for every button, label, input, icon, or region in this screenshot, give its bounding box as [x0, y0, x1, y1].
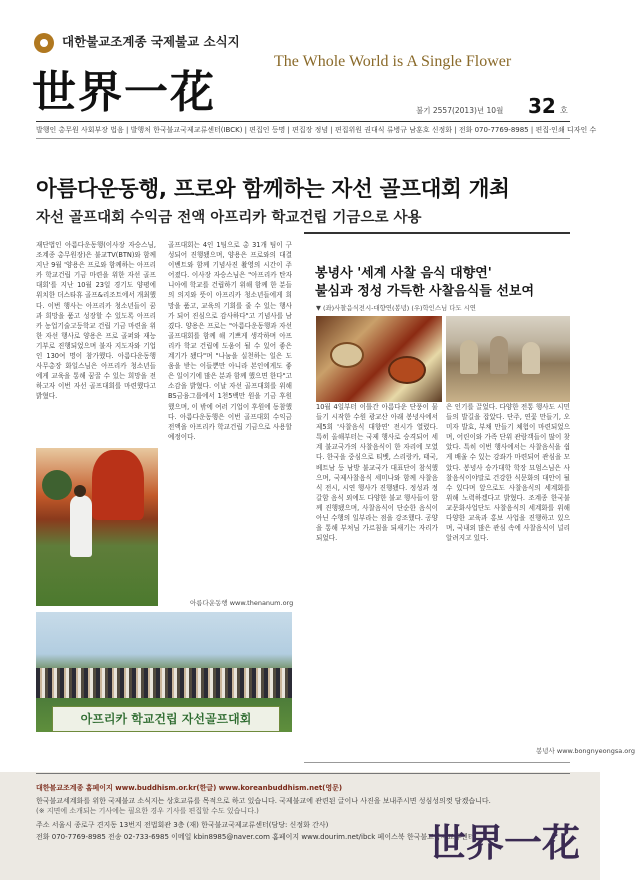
golfer-figure [70, 495, 92, 557]
article-column-1: 재단법인 아름다운동행(이사장 자승스님, 조계종 총무원장)은 불교TV(BTN)와 함께 지난 9월 '양용은 프로와 함께하는 아프리카 학교건립 기금 마련을 위한 자선 골프대회'를 지난 10월 23일 경기도 양평에 위치한 더스타휴 골프&리조트에서 개최했다. 이번 행사는 아프리카 청소년들이 꿈과 희망을 품고 성장할 수 있도록 아프리카 농업기술고등학교 건립 기금 마련을 위한 자선 행사로 양용은 프로 골퍼와 재능 기부로 진행되었으며 불자 지도자와 기업인 130여 명이 참가했다. 아름다운동행 사무총장 화일스님은 아프리카 청소년들에게 교육을 통해 꿈꿀 수 있는 희망을 전하고자 이번 자선 골프대회를 마련했다고 밝혔다. [36, 241, 156, 401]
event-banner: 아프리카 학교건립 자선골프대회 [52, 706, 280, 732]
food-bowl [330, 342, 364, 368]
issue-suffix: 호 [560, 106, 568, 115]
side-title-line2: 불심과 정성 가득한 사찰음식들 선보여 [315, 284, 535, 299]
footer-homepage-links[interactable]: 대한불교조계종 홈페이지 www.buddhism.or.kr(한글) www.koreanbuddhism.net(영문) [36, 784, 343, 792]
side-article-column-2: 은 인기를 끌었다. 다양한 전통 행사도 시민들의 발길을 잡았다. 단주, 연꽃 만들기, 오미자 발효, 부채 만들기 체험이 마련되었으며, 어린이와 가족 단위 관람객들이 많이 찾았다. 특히 이번 행사에서는 사찰음식을 쉽게 배울 수 있는 강좌가 마련되어 관심을 모았다. 봉녕사 승가대학 학장 묘엄스님은 사찰음식이야말로 건강한 식문화의 대안이 될 수 있다며 앞으로도 사찰음식의 세계화를 위해 노력하겠다고 밝혔다. 조계종 한국불교문화사업단도 사찰음식의 세계화를 위해 다양한 교육과 홍보 사업을 진행하고 있으며, 국내외 많은 관심 속에 사찰음식이 널리 알려지고 있다. [446, 403, 570, 543]
footer-address: 주소 서울시 종로구 견지동 13번지 전법회관 3층 (재) 한국불교국제교류센터(담당: 신정화 간사) [36, 821, 329, 829]
footer-notice: 한국불교세계화를 위한 국제불교 소식지는 상호교류를 목적으로 하고 있습니다. 국제불교에 관련된 글이나 사진을 보내주시면 성심성의껏 담겠습니다. [36, 797, 491, 805]
food-bowl [388, 356, 426, 384]
publisher-bar: 발행인 총무원 사회부장 법음 | 발행처 한국불교국제교류센터(IBCK) | 편집인 등명 | 편집장 정념 | 편집위원 권대식 류병규 남훈호 신정화 | 전화 070-7769-8985 | 편집·인쇄 디자인 수 [36, 121, 570, 139]
article-column-2: 골프대회는 4인 1팀으로 총 31개 팀이 구성되어 진행됐으며, 양용은 프로와의 대결 이벤트와 함께 기념사진 촬영의 시간이 주어졌다. 이사장 자승스님은 "아프리카 탄자니아에 학교를 건립하기 위해 함께 한 분들의 의지와 뜻이 아프리카 청소년들에게 희망을 품고, 교육의 기회를 줄 수 있는 행사가 되어 진심으로 감사하다"고 기념사를 남겼다. 양용은 프로는 "아름다운동행과 자선 골프대회를 함께 해 기쁘게 생각하며 아프리카 학교 건립에 도움이 될 수 있어 좋은 계기가 됐다"며 "나눔을 실천하는 일은 도움을 받는 이들뿐만 아니라 본인에게도 좋은 일이기에 많은 분과 함께 했으면 한다"고 소감을 밝혔다. 이날 자선 골프대회를 위해 BS금융그룹에서 1천5백만 원을 기금 후원했으며, 이 밖에 여러 기업이 후원에 동참했다. 아름다운동행은 이번 골프대회 수익금 전액을 아프리카 학교건립 기금으로 사용할 예정이다. [168, 241, 292, 441]
side-article-rule [304, 232, 570, 234]
footer-editorial-note: (※ 지면에 소개되는 기사에는 필요한 경우 기사를 편집할 수도 있습니다.) [36, 807, 259, 815]
side-article-bottom-rule [304, 762, 570, 763]
footer-logo: 世界一花 [428, 820, 581, 865]
masthead-logo: 世界一花 [32, 67, 216, 118]
photo-credit-2: 봉녕사 www.bongnyeongsa.org [536, 747, 635, 755]
autumn-tree [92, 450, 144, 520]
issue-date: 불기 2557(2013)년 10월 [416, 106, 504, 115]
issue-number: 32 [528, 94, 556, 118]
monk-figure [522, 342, 540, 374]
main-subhead: 자선 골프대회 수익금 전액 아프리카 학교건립 기금으로 사용 [36, 210, 422, 226]
main-headline: 아름다운동행, 프로와 함께하는 자선 골프대회 개최 [36, 177, 510, 202]
photo-credit-1: 아름다운동행 www.thenanum.org [190, 599, 294, 607]
side-photo-caption: ▼ (좌)사찰음식전시-대향연(봉녕) (우)학인스님 다도 시연 [316, 304, 476, 312]
monk-figure [490, 336, 508, 374]
org-line: 대한불교조계종 국제불교 소식지 [62, 34, 240, 49]
golfer-head [74, 485, 86, 497]
side-title-line1: 봉녕사 '세계 사찰 음식 대향연' [315, 266, 492, 281]
org-emblem-icon [34, 33, 54, 53]
green-tree [42, 470, 72, 500]
side-article-column-1: 10월 4일부터 이틀간 아름다운 단풍이 물들기 시작한 수원 광교산 아래 봉녕사에서 제5회 '사찰음식 대향연' 전시가 열렸다. 특히 올해부터는 국제 행사로 승격되어 세계 불교국가의 사찰음식이 한 자리에 모였다. 한국을 중심으로 티벳, 스리랑카, 태국, 베트남 등 남방 불교국가 대표단이 참석했으며, 국제사찰음식 세미나와 함께 사찰음식 전시, 시연 행사가 진행됐다. 정성과 정갈함 음식 외에도 다양한 불교 행사들이 함께 진행됐으며, 사찰음식이 단순한 음식이 아닌 수행의 일부라는 점을 강조했다. 공양을 통해 부처님 가르침을 되새기는 자리가 되었다. [316, 403, 438, 543]
monk-figure [460, 340, 478, 374]
participants-crowd [36, 668, 292, 698]
tagline: The Whole World is A Single Flower [274, 53, 512, 70]
footer-contact[interactable]: 전화 070-7769-8985 전송 02-733-6985 이메일 kbin8985@naver.com 홈페이지 www.dourim.net/ibck 페이스북 한국불교국제교류센터 [36, 833, 475, 841]
footer-rule [36, 773, 570, 774]
